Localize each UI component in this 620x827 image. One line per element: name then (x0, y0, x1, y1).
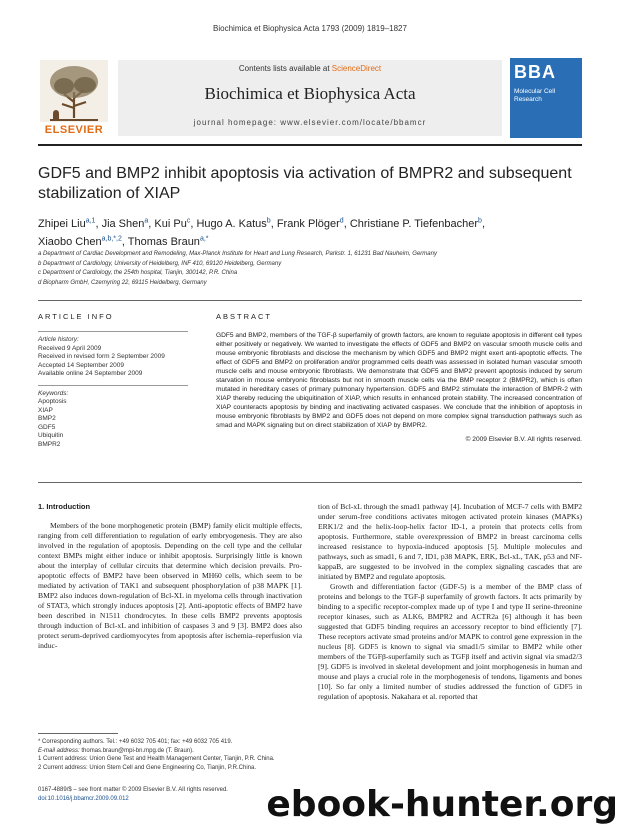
author-list (38, 213, 582, 250)
sciencedirect-link[interactable]: ScienceDirect (331, 64, 382, 73)
section-heading: 1. Introduction (38, 502, 91, 511)
email-footnote (38, 747, 302, 756)
email-link[interactable]: thomas.braun@mpi-bn.mpg.de (T. Braun). (81, 747, 194, 754)
abstract (216, 312, 582, 443)
author[interactable]: Thomas Braun$^{a,*}$ (127, 235, 209, 249)
history-item: Received 9 April 2009 (38, 344, 102, 352)
article-title: GDF5 and BMP2 inhibit apoptosis via activation of BMPR2 and subsequent stabilization of XIAP (38, 165, 572, 202)
author[interactable]: Zhipei Liu$^{a,1}$, (38, 217, 102, 230)
author[interactable]: Xiaobo Chen$^{a,b,*,2}$, (38, 235, 128, 249)
issn-line: 0167-4889/$ – see front matter © 2009 Elsevier B.V. All rights reserved. (38, 787, 228, 793)
journal-band (118, 60, 502, 136)
keyword: GDF5 (38, 423, 56, 431)
affiliation: a Department of Cardiac Development and Remodeling, Max-Planck Institute for Heart and Lung Research, Parkstr. 1, 61231 Bad Nauheim, Germany (38, 251, 437, 257)
author[interactable]: Hugo A. Katus$^b$, (196, 217, 277, 230)
keyword: BMPR2 (38, 440, 61, 448)
footnote: 2 Current address: Union Stem Cell and Gene Engineering Co, Tianjin, P.R.China. (38, 764, 257, 771)
divider (38, 331, 188, 332)
journal-cover (510, 58, 582, 138)
abstract-text: GDF5 and BMP2, members of the TGF-β superfamily of growth factors, are known to regulate apoptosis in different cell types either positively or negatively. We wanted to investigate the effects of GDF5 and BMP2 on vascular smooth muscle cells and mouse embryonic fibroblasts and disclose the mechanism by which GDF5 and BMP2 might exert anti-apoptotic effects. The effect of GDF5 and BMP2 on proliferation and/or programmed cells death was assessed in isolated human vascular smooth muscle cells and mouse embryonic fibroblasts. We demonstrate that GDF5 and BMP2 prevent apoptosis induced by serum starvation in mouse embryonic fibroblasts but not in smooth muscle cells via the BMP receptor 2 (BMPR2), which is often mutated in hereditary cases of primary pulmonary hypertension. GDF5 and BMP2 stimulate the interaction of BMPR-2 with XIAP thereby reducing the ubiquitination of XIAP, which results in enhanced protein stability. The increased concentration of XIAP counteracts apoptosis by binding and inactivating activated caspases. We conclude that the inhibition of apoptosis in mouse embryonic fibroblasts by BMP2 and GDF5 does not depend on more complex signal transduction pathways such as smad and MAPK signaling but on direct stabilization of XIAP by BMPR2. (216, 332, 582, 429)
journal-title: Biochimica et Biophysica Acta (204, 84, 416, 103)
journal-homepage (118, 118, 502, 127)
author[interactable]: Frank Plöger$^d$, (276, 217, 350, 230)
affiliation: b Department of Cardiology, University of Heidelberg, INF 410, 69120 Heidelberg, Germany (38, 260, 282, 267)
author[interactable]: Christiane P. Tiefenbacher$^b$, (349, 217, 486, 230)
homepage-link[interactable]: www.elsevier.com/locate/bbamcr (280, 118, 427, 127)
body-paragraph: tion of Bcl-xL through the smad1 pathway [4]. Incubation of MCF-7 cells with BMP2 under serum-free conditions activates mitogen activated protein kinases (MAPKs) ERK1/2 and the helix-loop-helix factor ID-1, a protein that protects cells from apoptosis. Furthermore, stable overexpression of BMP2 in breast carcinoma cells increased resistance to hypoxia-induced apoptosis [5]. Multiple molecules and pathways, such as smad1, 6 and 7, ID1, p38 MAPK, ERK, Bcl-xL, TAK, p53 and NF-kappaB, are suggested to be involved in the complex signaling cascades that are initiated by BMP2 and regulate apoptosis. (318, 502, 582, 581)
doi-link[interactable]: doi:10.1016/j.bbamcr.2009.09.012 (38, 795, 129, 802)
body-paragraph: Members of the bone morphogenetic protein (BMP) family elicit multiple effects, ranging from cell differentiation to regulation of early embryogenesis. They are also involved in the regulation of apoptosis. Depending on the cell type and the cellular context BMPs might either induce or inhibit apoptosis. Surprisingly little is known about the interplay of cellular circuits that determine which decision prevails. Pro-apoptotic effects of BMP2 have been observed in MH60 cells, which seem to be mediated by activation of TAK1 and subsequent phosphorylation of p38 MAPK [1]. BMP2 also induces down-regulation of Bcl-XL in myeloma cells through inactivation of STAT3, which strongly induces apoptosis [2]. Anti-apoptotic effects of BMP2 have been described in N1511 chondrocytes. In these cells BMP2 prevents apoptosis through induction of Bcl-xL and inhibition of caspases 3 and 9 [3]. BMP2 does also protect serum-deprived cardiomyocytes from apoptosis after ischemia–reperfusion via induc- (38, 521, 302, 650)
elsevier-wordmark: ELSEVIER (44, 124, 104, 136)
masthead-rule (38, 144, 582, 146)
contents-line (118, 64, 502, 73)
keyword: Apoptosis (38, 398, 67, 405)
affiliation: c Department of Cardiology, the 254th hospital, Tianjin, 300142, P.R. China (38, 270, 238, 276)
copyright: © 2009 Elsevier B.V. All rights reserved. (465, 436, 582, 443)
running-head: Biochimica et Biophysica Acta 1793 (2009) 1819–1827 (213, 24, 407, 33)
history-item: Accepted 14 September 2009 (38, 361, 125, 369)
history-item: Received in revised form 2 September 2009 (38, 353, 165, 360)
footnote: 1 Current address: Union Gene Test and Health Management Center, Tianjin, P.R. China. (38, 756, 275, 762)
history-label: Article history: (38, 336, 79, 343)
watermark: ebook-hunter.org (266, 784, 618, 825)
history-item: Available online 24 September 2009 (38, 370, 143, 377)
keyword: XIAP (38, 406, 53, 414)
keywords-label: Keywords: (38, 389, 69, 397)
journal-masthead (38, 58, 582, 142)
cover-subtitle: Molecular Cell Research (514, 88, 556, 103)
abstract-divider (38, 482, 582, 483)
footnote-rule (38, 733, 118, 734)
article-info-heading: ARTICLE INFO (38, 312, 114, 321)
keyword: BMP2 (38, 415, 56, 422)
divider (38, 385, 188, 386)
article-info (38, 312, 188, 449)
header-divider (38, 300, 582, 301)
article-history (38, 336, 188, 379)
body-column-left (38, 502, 302, 651)
affiliations (38, 250, 582, 288)
keyword: Ubiquitin (38, 432, 64, 439)
corresponding-footnote: * Corresponding authors. Tel.: +49 6032 705 401; fax: +49 6032 705 419. (38, 739, 233, 745)
cover-title: BBA (514, 62, 556, 82)
body-paragraph: Growth and differentiation factor (GDF-5) is a member of the BMP class of proteins and belongs to the TGF-β superfamily of growth factors. It acts primarily by binding to a specific receptor-complex made up of type I and type II serine-threonine receptor kinases, such as ALK6, BMPR2 and ACTR2a [6] although it has been suggested that GDF5 binding requires an accessory receptor to bind efficiently [7]. These receptors activate smad proteins and/or MAPK to control gene expression in the nucleus [8]. GDF5 is known to signal via smad1/5 similar to BMP2 while other members of the TGFβ-superfamily such as TGFβ itself and activin signal via smad2/3 [9]. GDF5 is involved in skeletal development and joint morphogenesis in human and mouse and plays a crucial role in the morphogenesis of tendons, ligaments and bones [10]. So far only a limited number of studies addressed the function of GDF5 in regulation of apoptosis. Nakahara et al. reported that (318, 582, 582, 701)
email-label: E-mail address: (38, 747, 82, 754)
contents-prefix: Contents lists available at (238, 64, 332, 73)
affiliation: d Biopharm GmbH, Czernyring 22, 69115 Heidelberg, Germany (38, 279, 207, 286)
homepage-label: journal homepage: (193, 118, 281, 127)
body-column-right (318, 502, 582, 702)
footnotes (38, 733, 302, 772)
abstract-heading: ABSTRACT (216, 312, 273, 321)
keywords (38, 390, 188, 450)
author[interactable]: Jia Shen$^a$, (101, 217, 155, 230)
author[interactable]: Kui Pu$^c$, (154, 217, 197, 230)
